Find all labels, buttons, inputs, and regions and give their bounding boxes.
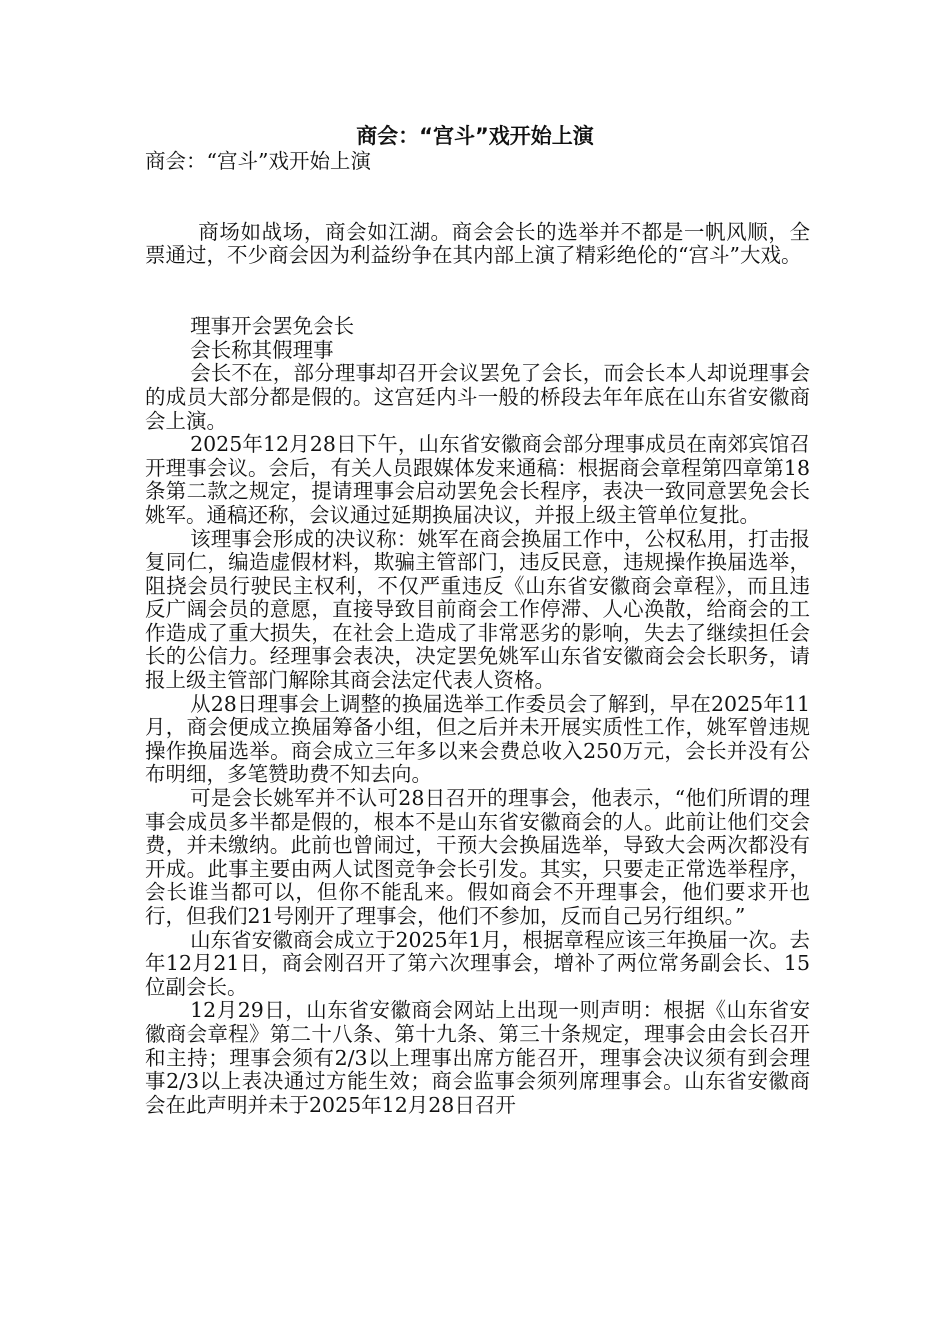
body-paragraph: 该理事会形成的决议称：姚军在商会换届工作中，公权私用，打击报复同仁，编造虚假材料，欺骗主管部门，违反民意，违规操作换届选举，阻挠会员行驶民主权利，不仅严重违反《山东省安徽商会章程》，而且违反广阔会员的意愿，直接导致目前商会工作停滞、人心涣散，给商会的工作造成了重大损失，在社会上造成了非常恶劣的影响，失去了继续担任会长的公信力。经理事会表决，决定罢免姚军山东省安徽商会会长职务，请报上级主管部门解除其商会法定代表人资格。 [145,526,810,693]
section-heading: 理事开会罢免会长 [190,314,355,339]
intro-paragraph: 商场如战场，商会如江湖。商会会长的选举并不都是一帆风顺，全票通过，不少商会因为利益纷争在其内部上演了精彩绝伦的“宫斗”大戏。 [145,219,810,268]
body-paragraph: 山东省安徽商会成立于2025年1月，根据章程应该三年换届一次。去年12月21日，商会刚召开了第六次理事会，增补了两位常务副会长、15位副会长。 [145,927,810,999]
body-paragraph: 可是会长姚军并不认可28日召开的理事会，他表示，“他们所谓的理事会成员多半都是假的，根本不是山东省安徽商会的人。此前让他们交会费，并未缴纳。此前也曾闹过，干预大会换届选举，导致大会两次都没有开成。此事主要由两人试图竞争会长引发。其实，只要走正常选举程序，会长谁当都可以，但你不能乱来。假如商会不开理事会，他们要求开也行，但我们21号刚开了理事会，他们不参加，反而自己另行组织。” [145,786,810,928]
document-body [145,150,810,1117]
section-heading: 会长称其假理事 [190,337,334,362]
body-paragraph: 2025年12月28日下午，山东省安徽商会部分理事成员在南郊宾馆召开理事会议。会后，有关人员跟媒体发来通稿：根据商会章程第四章第18条第二款之规定，提请理事会启动罢免会长程序，表决一致同意罢免会长姚军。通稿还称，会议通过延期换届决议，并报上级主管单位复批。 [145,432,810,527]
body-paragraph: 从28日理事会上调整的换届选举工作委员会了解到，早在2025年11月，商会便成立换届筹备小组，但之后并未开展实质性工作，姚军曾违规操作换届选举。商会成立三年多以来会费总收入250万元，会长并没有公布明细，多笔赞助费不知去向。 [145,691,810,787]
body-paragraph: 会长不在，部分理事却召开会议罢免了会长，而会长本人却说理事会的成员大部分都是假的。这宫廷内斗一般的桥段去年年底在山东省安徽商会上演。 [145,361,810,433]
document-subtitle: 商会：“宫斗”戏开始上演 [145,149,371,173]
body-paragraph: 12月29日，山东省安徽商会网站上出现一则声明：根据《山东省安徽商会章程》第二十八条、第十九条、第三十条规定，理事会由会长召开和主持；理事会须有2/3以上理事出席方能召开，理事会决议须有到会理事2/3以上表决通过方能生效；商会监事会须列席理事会。山东省安徽商会在此声明并未于2025年12月28日召开 [145,998,810,1117]
document-title: 商会：“宫斗”戏开始上演 [356,124,594,148]
